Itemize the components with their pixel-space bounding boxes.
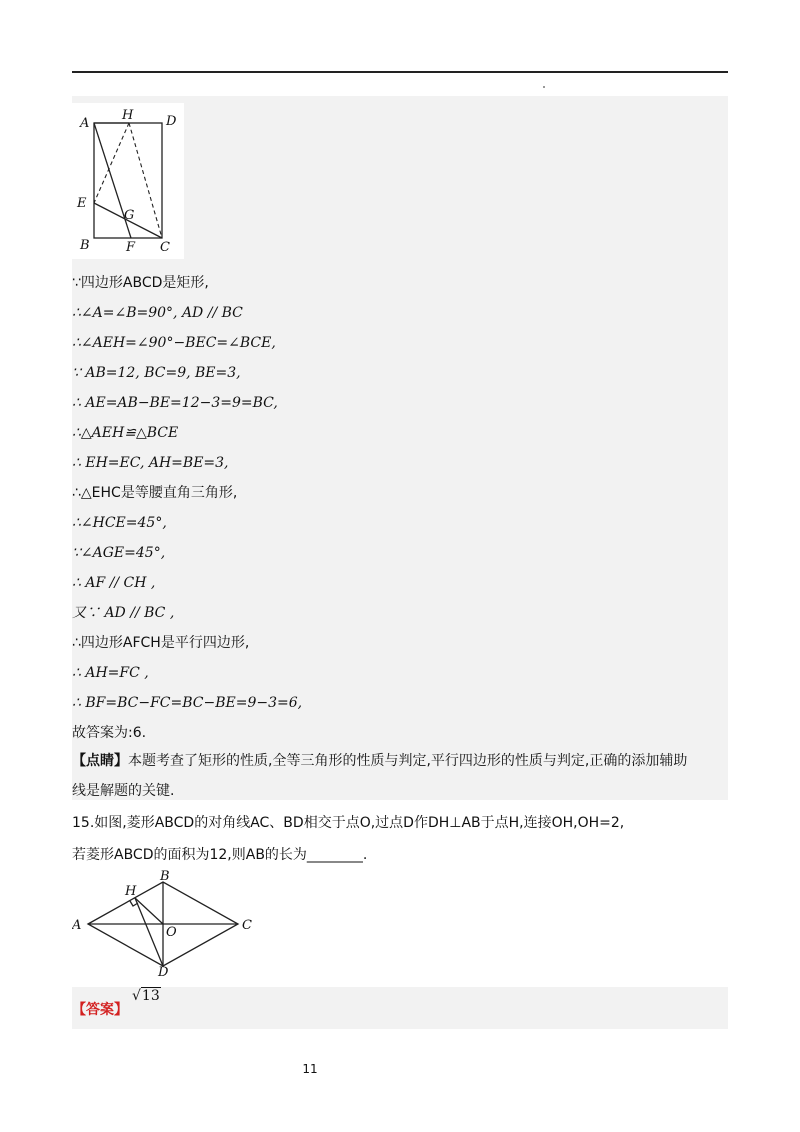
label-o: O bbox=[166, 925, 177, 940]
solution-line-3: ∴∠AEH=∠90°−BEC=∠BCE, bbox=[72, 335, 276, 351]
solution-answer-line: 故答案为:6. bbox=[72, 725, 147, 741]
label-a: A bbox=[80, 116, 90, 131]
answer-radicand: 13 bbox=[141, 988, 160, 1004]
solution-line-14: ∴ AH=FC , bbox=[72, 665, 149, 681]
segment-oh bbox=[135, 898, 163, 924]
label-f: F bbox=[126, 240, 136, 255]
label-d: D bbox=[166, 114, 177, 129]
label-b: B bbox=[80, 238, 90, 253]
solution-line-4: ∵ AB=12, BC=9, BE=3, bbox=[72, 365, 241, 381]
solution-line-2: ∴∠A=∠B=90°, AD // BC bbox=[72, 305, 243, 321]
question-15-line-2: 若菱形ABCD的面积为12,则AB的长为________. bbox=[72, 847, 368, 863]
rhombus-figure bbox=[72, 868, 262, 978]
dashed-he bbox=[94, 123, 129, 203]
solution-line-7: ∴ EH=EC, AH=BE=3, bbox=[72, 455, 229, 471]
answer-tag: 【答案】 bbox=[72, 1002, 128, 1018]
answer-line bbox=[72, 1000, 728, 1020]
solution-line-10: ∵∠AGE=45°, bbox=[72, 545, 166, 561]
label-h: H bbox=[122, 108, 134, 123]
tip-text: 本题考查了矩形的性质,全等三角形的性质与判定,平行四边形的性质与判定,正确的添加辅助 bbox=[128, 753, 688, 769]
header-rule bbox=[72, 71, 728, 73]
solution-line-5: ∴ AE=AB−BE=12−3=9=BC, bbox=[72, 395, 278, 411]
label-g: G bbox=[124, 208, 135, 223]
solution-line-8: ∴△EHC是等腰直角三角形, bbox=[72, 485, 238, 501]
solution-line-13: ∴四边形AFCH是平行四边形, bbox=[72, 635, 250, 651]
tip-line-1 bbox=[72, 751, 728, 771]
label-d: D bbox=[158, 965, 169, 978]
solution-line-6: ∴△AEH≌△BCE bbox=[72, 425, 179, 441]
label-e: E bbox=[77, 196, 87, 211]
label-a: A bbox=[72, 918, 82, 933]
question-15-line-1: 15.如图,菱形ABCD的对角线AC、BD相交于点O,过点D作DH⊥AB于点H,连接OH,OH=2, bbox=[72, 815, 625, 831]
answer-value: √13 bbox=[132, 988, 160, 1004]
tip-tag: 【点睛】 bbox=[72, 753, 128, 769]
rectangle-figure bbox=[72, 103, 184, 259]
label-b: B bbox=[160, 869, 170, 884]
label-h: H bbox=[125, 884, 137, 899]
solution-line-1: ∵四边形ABCD是矩形, bbox=[72, 275, 209, 291]
label-c: C bbox=[242, 918, 252, 933]
solution-line-11: ∴ AF // CH , bbox=[72, 575, 156, 591]
header-dot bbox=[543, 86, 545, 88]
page-number: 11 bbox=[302, 1062, 318, 1076]
segment-dh bbox=[135, 898, 163, 966]
solution-line-15: ∴ BF=BC−FC=BC−BE=9−3=6, bbox=[72, 695, 303, 711]
tip-line-2: 线是解题的关键. bbox=[72, 783, 175, 799]
solution-line-9: ∴∠HCE=45°, bbox=[72, 515, 167, 531]
label-c: C bbox=[160, 240, 170, 255]
solution-line-12: 又∵ AD // BC , bbox=[72, 605, 175, 621]
